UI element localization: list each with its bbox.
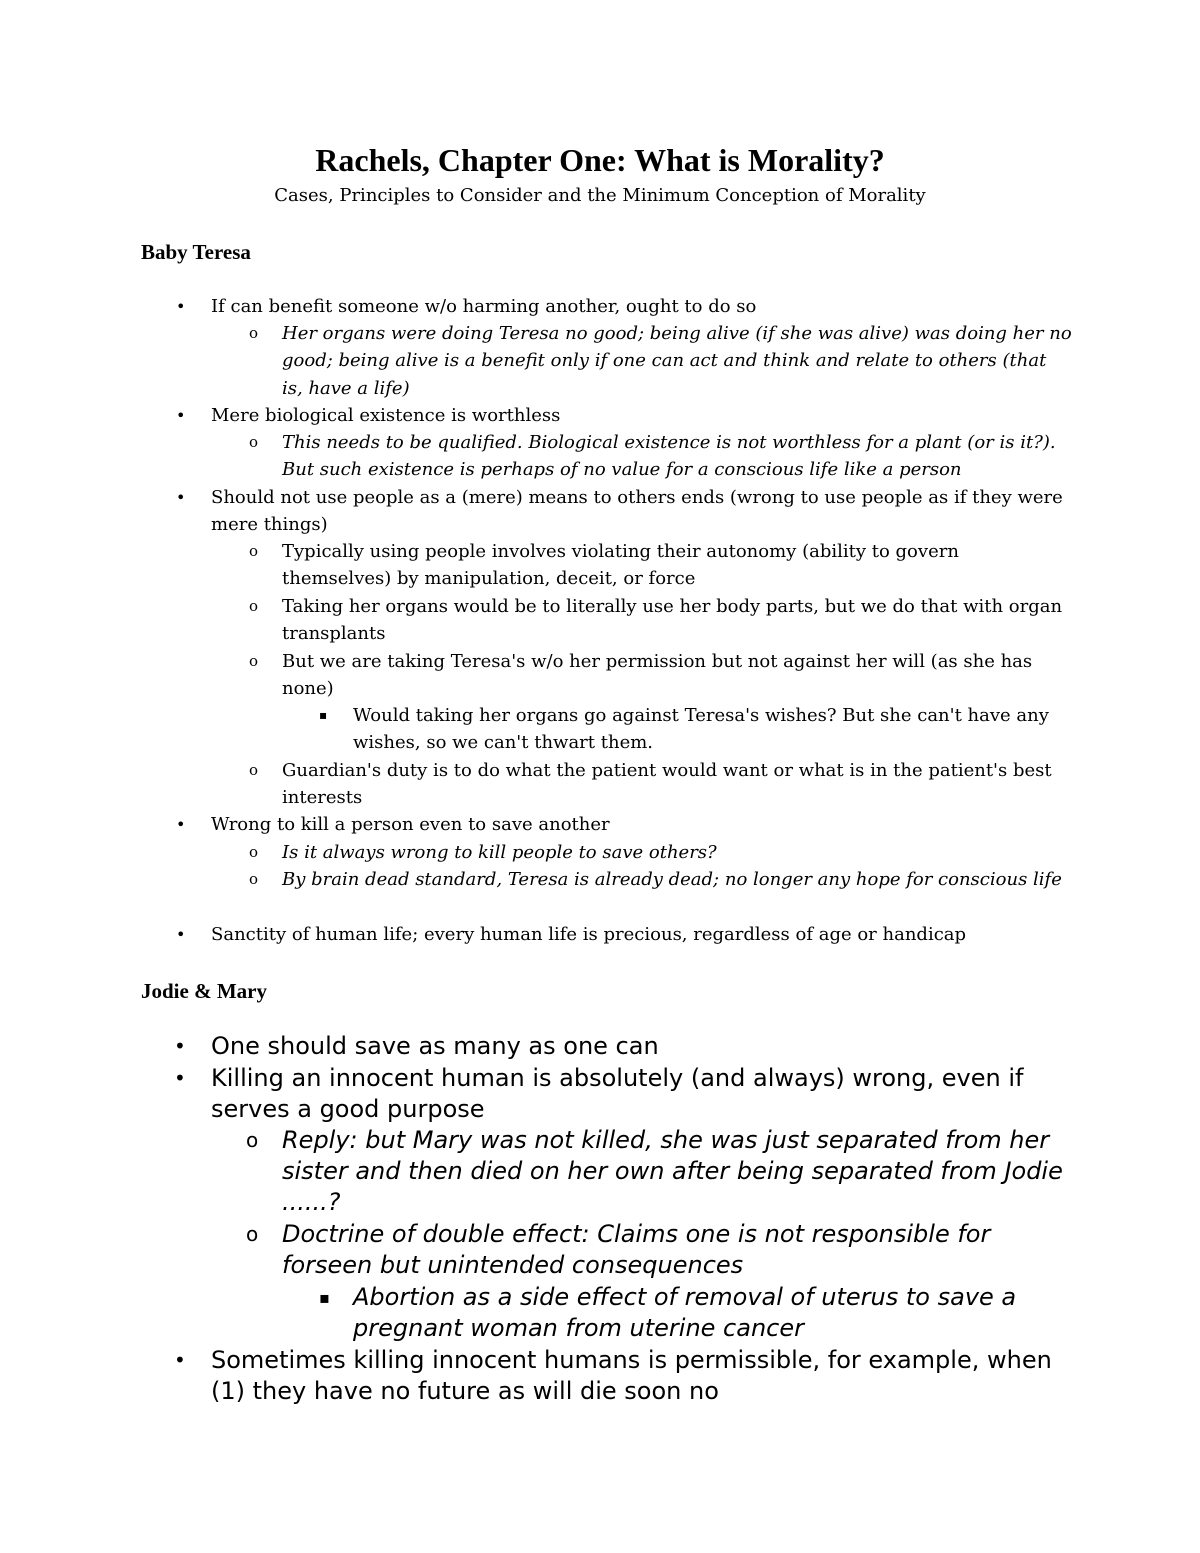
list-item-text: Doctrine of double effect: Claims one is not responsible for forseen but unintended consequences <box>282 1220 991 1280</box>
list-item <box>176 921 1071 948</box>
list-item <box>176 811 1071 838</box>
list-item <box>246 1125 1072 1219</box>
list-item-text: Should not use people as a (mere) means to others ends (wrong to use people as if they were mere things) <box>211 487 1063 536</box>
list-item <box>176 293 1071 320</box>
list-item-text: Wrong to kill a person even to save another <box>211 814 610 835</box>
list-item-text: Sanctity of human life; every human life is precious, regardless of age or handicap <box>211 924 967 945</box>
square-marker: ▪ <box>319 1288 330 1307</box>
circle-marker: o <box>246 1222 259 1246</box>
list-item <box>249 866 1072 893</box>
list-item <box>174 1063 1071 1125</box>
circle-marker: o <box>249 843 259 861</box>
list-item-text: If can benefit someone w/o harming another, ought to do so <box>211 296 757 317</box>
list-item <box>319 1282 1073 1344</box>
circle-marker: o <box>249 597 259 615</box>
list-item-text: One should save as many as one can <box>211 1032 659 1060</box>
list-item <box>249 593 1072 648</box>
list-item-text: But we are taking Teresa's w/o her permission but not against her will (as she has none) <box>282 651 1033 700</box>
list-item-text: Is it always wrong to kill people to save others? <box>282 842 717 863</box>
list-item <box>249 320 1072 402</box>
list-item-text: Would taking her organs go against Teresa's wishes? But she can't have any wishes, so we can't thwart them. <box>353 705 1049 754</box>
circle-marker: o <box>249 542 259 560</box>
list-item-text: Guardian's duty is to do what the patient would want or what is in the patient's best interests <box>282 760 1052 809</box>
list-item <box>249 839 1072 866</box>
list-item-text: Typically using people involves violating their autonomy (ability to govern themselves) by manipulation, deceit, or force <box>282 541 959 590</box>
list-item <box>249 648 1072 703</box>
list-item-text: Killing an innocent human is absolutely (and always) wrong, even if serves a good purpose <box>211 1064 1024 1124</box>
list-item-text: Taking her organs would be to literally use her body parts, but we do that with organ transplants <box>282 596 1063 645</box>
circle-marker: o <box>249 652 259 670</box>
list-item-text: By brain dead standard, Teresa is already dead; no longer any hope for conscious life <box>282 869 1062 890</box>
square-marker: ▪ <box>319 708 328 722</box>
list-item <box>174 1031 1071 1062</box>
list-item <box>249 538 1072 593</box>
section-heading-jodie-mary: Jodie & Mary <box>141 979 267 1003</box>
circle-marker: o <box>249 324 259 342</box>
bullet-marker: • <box>174 1034 186 1058</box>
list-item-text: Abortion as a side effect of removal of uterus to save a pregnant woman from uterine cancer <box>353 1283 1017 1343</box>
list-item <box>174 1345 1071 1407</box>
list-item <box>319 702 1073 757</box>
list-item-text: Reply: but Mary was not killed, she was just separated from her sister and then died on her own after being separated from Jodie ......? <box>282 1126 1063 1217</box>
circle-marker: o <box>249 433 259 451</box>
circle-marker: o <box>249 870 259 888</box>
list-item-text: This needs to be qualified. Biological existence is not worthless for a plant (or is it?). But such existence is perhaps of no value for a conscious life like a person <box>282 432 1056 481</box>
list-item-text: Sometimes killing innocent humans is permissible, for example, when (1) they have no future as will die soon no <box>211 1346 1052 1406</box>
bullet-marker: • <box>176 406 186 425</box>
list-item <box>176 484 1071 539</box>
list-item-text: Mere biological existence is worthless <box>211 405 561 426</box>
circle-marker: o <box>246 1128 259 1152</box>
bullet-marker: • <box>176 488 186 507</box>
bullet-marker: • <box>174 1066 186 1090</box>
list-item <box>176 402 1071 429</box>
bullet-marker: • <box>176 297 186 316</box>
page-title: Rachels, Chapter One: What is Morality? <box>315 142 885 178</box>
bullet-marker: • <box>176 925 186 944</box>
list-item <box>249 757 1072 812</box>
list-item <box>249 429 1072 484</box>
list-item-text: Her organs were doing Teresa no good; being alive (if she was alive) was doing her no good; being alive is a benefit only if one can act and think and relate to others (that is, have a life) <box>282 323 1072 399</box>
bullet-marker: • <box>174 1348 186 1372</box>
circle-marker: o <box>249 761 259 779</box>
section-heading-baby-teresa: Baby Teresa <box>141 240 251 264</box>
bullet-marker: • <box>176 815 186 834</box>
page-subtitle: Cases, Principles to Consider and the Minimum Conception of Morality <box>274 185 926 206</box>
list-item <box>246 1219 1072 1281</box>
